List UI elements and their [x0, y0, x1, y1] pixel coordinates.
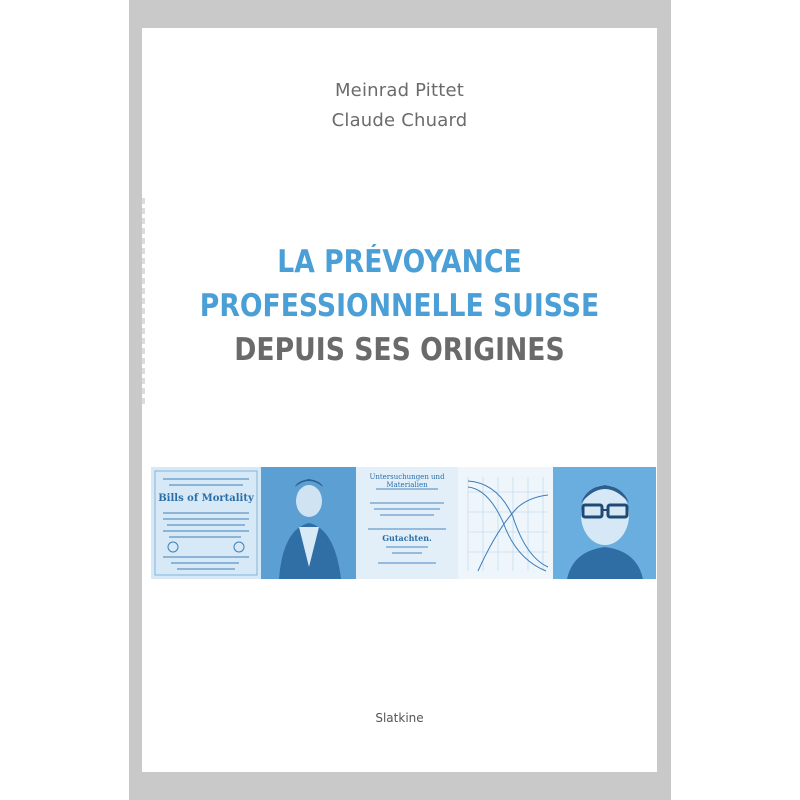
panel1-heading: Bills of Mortality: [158, 493, 254, 504]
chart-image: [458, 467, 553, 579]
document-scan-image-2: [356, 467, 458, 579]
title-line-1: LA PRÉVOYANCE: [277, 244, 522, 280]
title-line-2: PROFESSIONNELLE SUISSE: [199, 288, 600, 324]
document-scan-image: [151, 467, 261, 579]
book-title: [178, 240, 621, 372]
author-1: Meinrad Pittet: [334, 80, 465, 101]
book-cover: [142, 28, 657, 772]
document-lines-icon: [151, 467, 261, 579]
photo-portrait-image: [553, 467, 656, 579]
panel3-heading: Untersuchungen und Materialien: [369, 473, 445, 489]
man-with-glasses-icon: [553, 467, 656, 579]
image-strip: [151, 467, 656, 579]
portrait-image: [261, 467, 356, 579]
spine-ghost-text: [142, 198, 145, 408]
authors: [142, 76, 657, 136]
curve-chart-icon: [458, 467, 553, 579]
portrait-figure-icon: [261, 467, 356, 579]
publisher-name: Slatkine: [375, 711, 424, 725]
title-line-3: DEPUIS SES ORIGINES: [234, 332, 565, 368]
author-2: Claude Chuard: [331, 110, 468, 131]
panel3-subheading: Gutachten.: [382, 533, 432, 543]
